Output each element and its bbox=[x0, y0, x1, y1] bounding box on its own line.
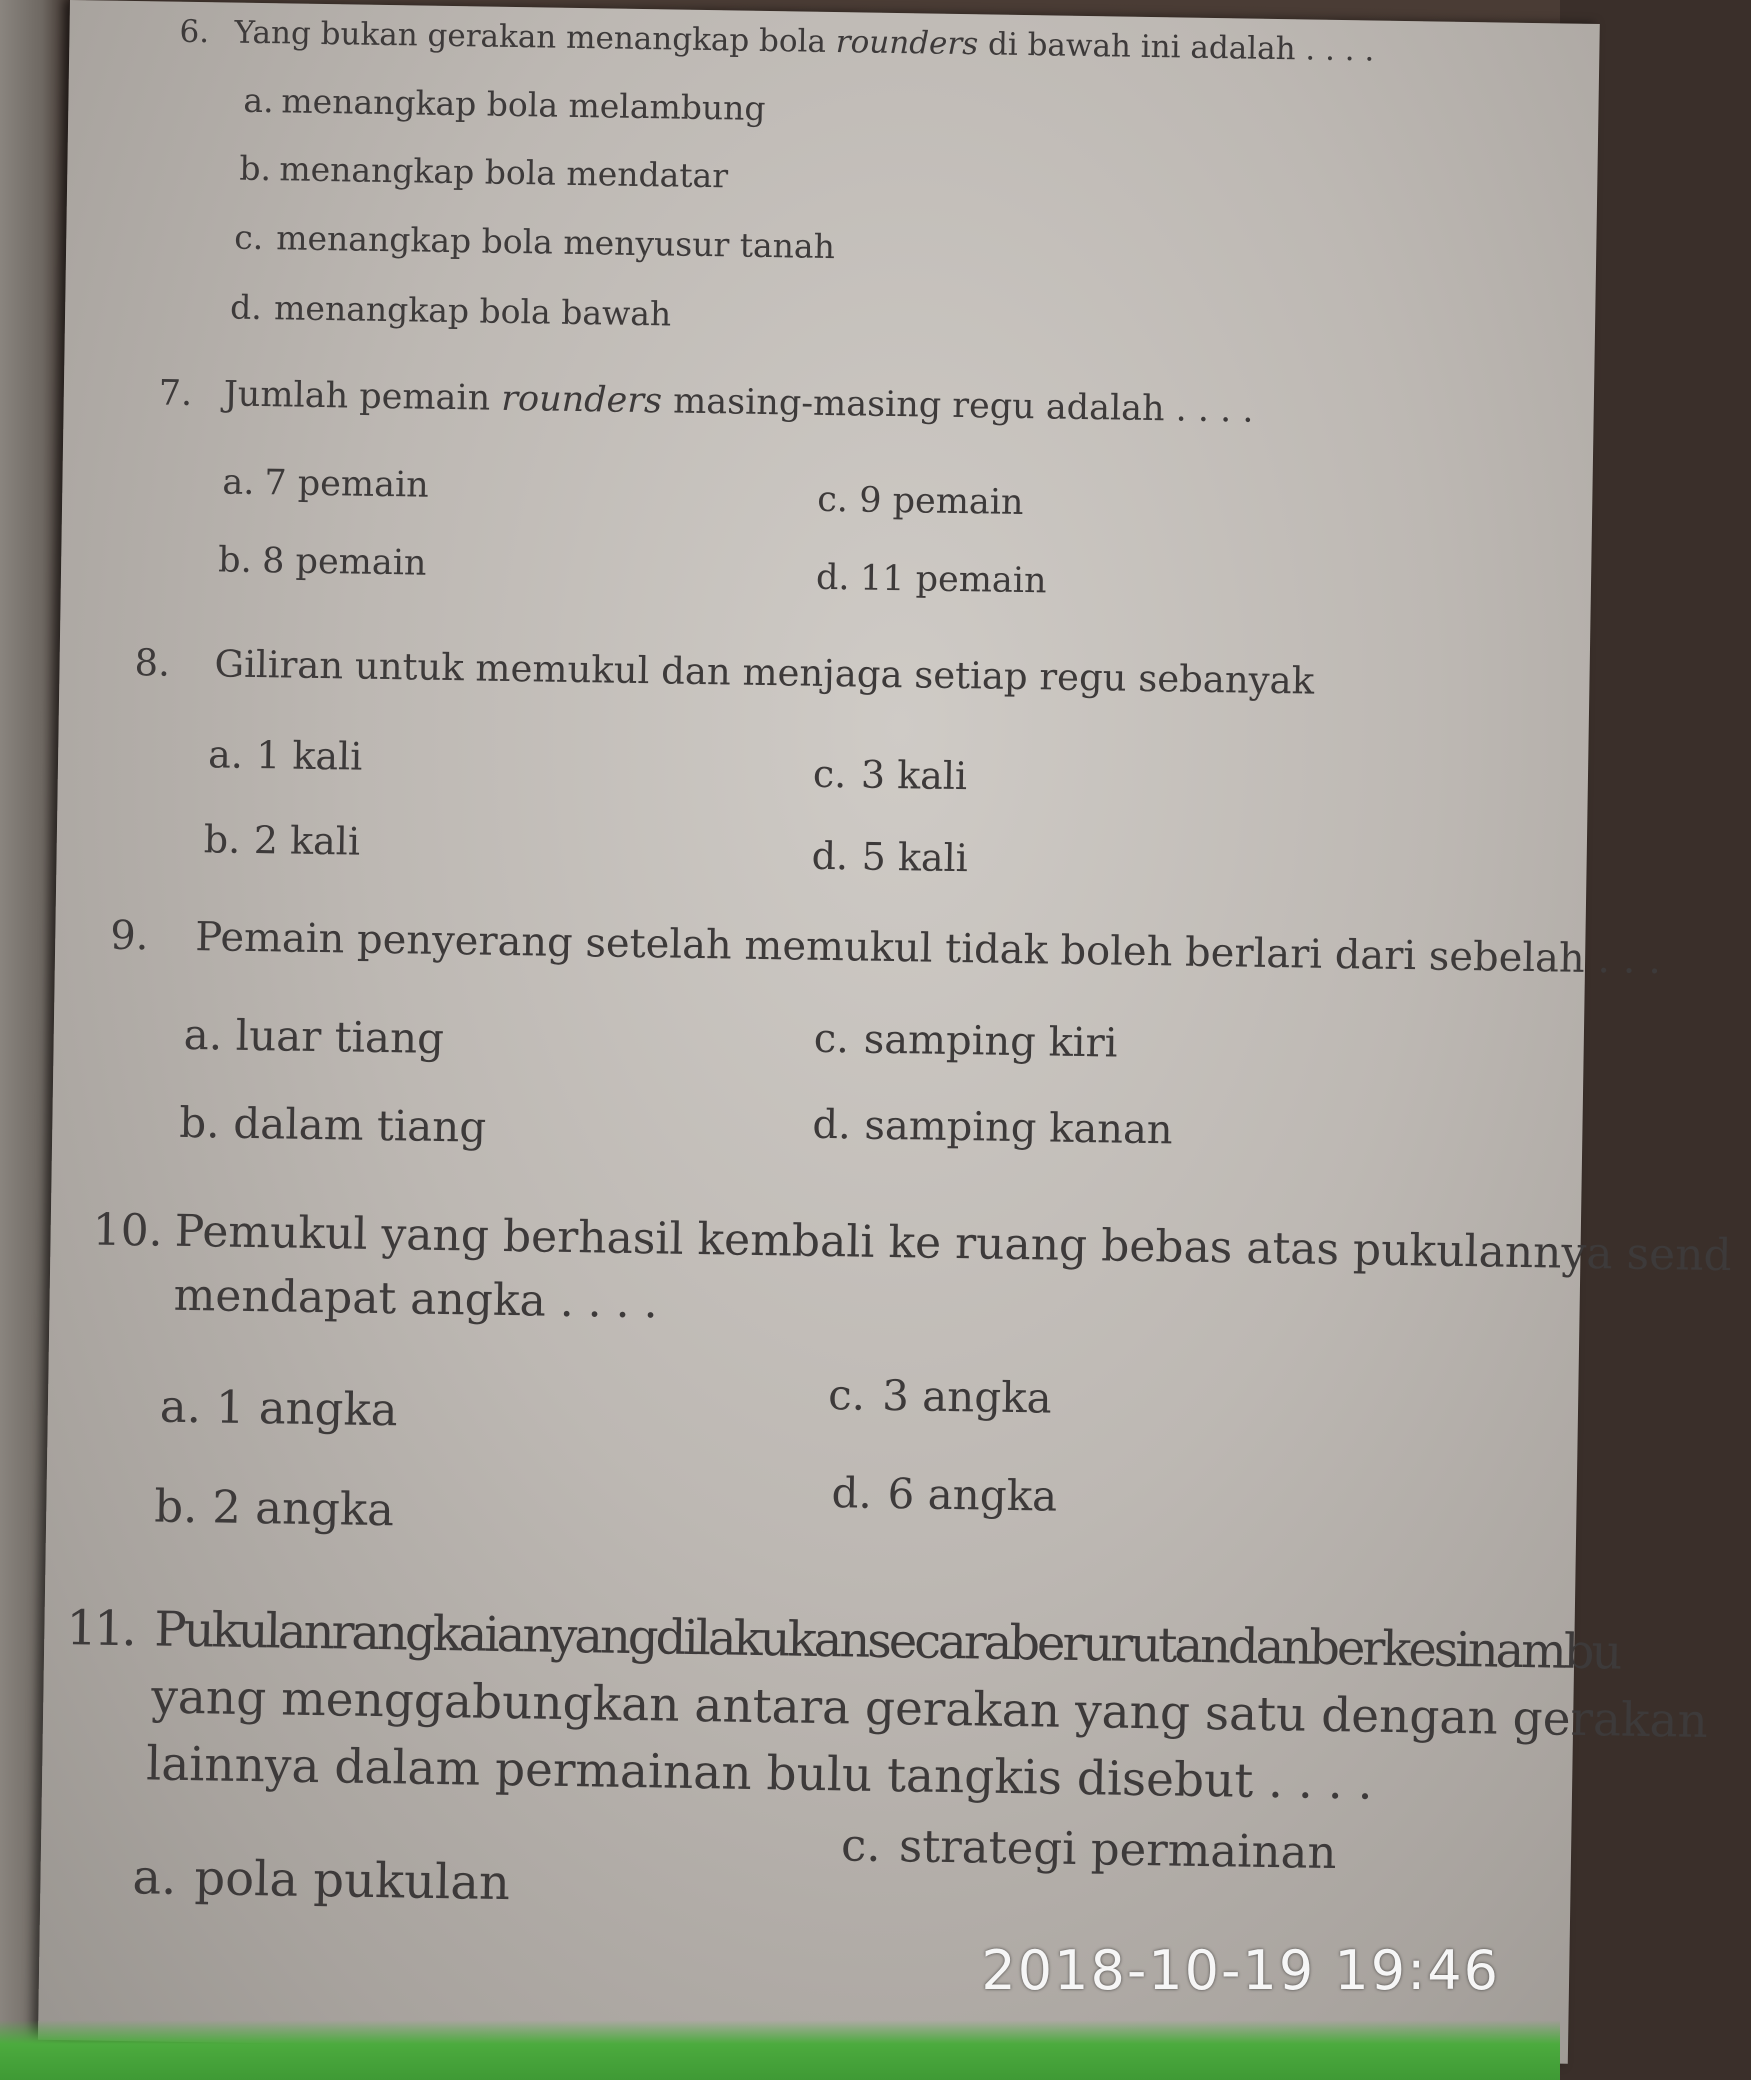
option-11a bbox=[132, 1849, 510, 1911]
option-letter: b. bbox=[203, 817, 241, 862]
question-11-line-3 bbox=[146, 1736, 1373, 1810]
option-10b bbox=[154, 1480, 394, 1537]
option-6a bbox=[243, 81, 766, 128]
question-7 bbox=[159, 373, 1254, 430]
option-text: 3 kali bbox=[860, 752, 968, 799]
option-text: strategi permainan bbox=[898, 1819, 1337, 1880]
option-7d bbox=[816, 558, 1047, 602]
question-text: Pemukul yang berhasil kembali ke ruang bebas atas pukulannya send bbox=[174, 1205, 1733, 1282]
option-letter: a. bbox=[243, 80, 274, 121]
option-text: 6 angka bbox=[887, 1469, 1058, 1521]
option-letter: d. bbox=[812, 1101, 852, 1149]
option-letter: a. bbox=[207, 732, 244, 777]
question-6 bbox=[179, 14, 1374, 69]
question-number: 8. bbox=[134, 641, 171, 685]
question-10 bbox=[92, 1205, 1732, 1282]
camera-timestamp: 2018-10-19 19:46 bbox=[981, 1939, 1500, 2002]
option-letter: b. bbox=[153, 1479, 198, 1534]
question-text: Pemain penyerang setelah memukul tidak boleh berlari dari sebelah . . . bbox=[194, 914, 1662, 984]
option-8d bbox=[811, 834, 968, 880]
option-7b bbox=[218, 540, 427, 583]
question-number: 10. bbox=[92, 1204, 164, 1257]
option-7c bbox=[817, 480, 1024, 523]
option-text: 7 pemain bbox=[264, 463, 430, 506]
option-letter: c. bbox=[233, 217, 264, 258]
option-10c bbox=[828, 1370, 1052, 1423]
option-letter: d. bbox=[229, 287, 263, 328]
option-text: 1 angka bbox=[215, 1380, 398, 1437]
question-9 bbox=[110, 913, 1661, 983]
question-text: yang menggabungkan antara gerakan yang satu dengan gerakan bbox=[150, 1669, 1709, 1749]
option-9b bbox=[179, 1098, 487, 1152]
option-letter: c. bbox=[840, 1818, 882, 1872]
option-9a bbox=[183, 1010, 444, 1063]
option-text: 1 kali bbox=[255, 733, 363, 779]
question-text: Jumlah pemain bbox=[223, 374, 502, 419]
question-text: Giliran untuk memukul dan menjaga setiap regu sebanyak bbox=[214, 642, 1315, 703]
question-8 bbox=[134, 641, 1314, 703]
green-surface-strip bbox=[0, 2020, 1560, 2080]
option-text: 2 kali bbox=[253, 817, 361, 864]
option-letter: d. bbox=[815, 557, 850, 599]
question-text-italic: rounders bbox=[501, 378, 663, 422]
question-text-italic: rounders bbox=[835, 24, 979, 63]
question-text: masing-masing regu adalah . . . . bbox=[661, 381, 1254, 431]
question-text: mendapat angka . . . . bbox=[173, 1269, 659, 1329]
option-8a bbox=[208, 732, 363, 778]
option-11c bbox=[841, 1818, 1337, 1879]
option-10d bbox=[831, 1468, 1057, 1521]
option-text: pola pukulan bbox=[194, 1850, 511, 1912]
book-page bbox=[38, 0, 1733, 2064]
option-text: 5 kali bbox=[861, 834, 969, 881]
question-11 bbox=[66, 1600, 1620, 1680]
option-letter: d. bbox=[811, 833, 849, 879]
option-text: samping kanan bbox=[864, 1102, 1173, 1154]
option-text: dalam tiang bbox=[232, 1098, 487, 1152]
question-number: 11. bbox=[65, 1600, 135, 1658]
question-number: 7. bbox=[158, 373, 193, 414]
option-text: samping kiri bbox=[863, 1016, 1118, 1067]
question-text: lainnya dalam permainan bulu tangkis disebut . . . . bbox=[145, 1736, 1374, 1811]
option-letter: a. bbox=[183, 1009, 223, 1060]
option-letter: a. bbox=[222, 462, 255, 503]
option-7a bbox=[222, 462, 429, 505]
question-text: di bawah ini adalah . . . . bbox=[977, 26, 1375, 69]
option-8b bbox=[203, 817, 360, 863]
option-letter: c. bbox=[827, 1370, 866, 1420]
option-letter: c. bbox=[816, 479, 849, 521]
option-letter: b. bbox=[239, 148, 272, 189]
option-text: menangkap bola menyusur tanah bbox=[275, 218, 836, 267]
option-letter: b. bbox=[217, 540, 253, 581]
option-text: 11 pemain bbox=[859, 558, 1047, 602]
option-text: 9 pemain bbox=[858, 480, 1024, 524]
option-letter: d. bbox=[831, 1468, 873, 1518]
option-letter: a. bbox=[132, 1849, 177, 1906]
option-letter: c. bbox=[812, 751, 847, 797]
option-letter: a. bbox=[159, 1379, 202, 1434]
option-text: luar tiang bbox=[235, 1010, 445, 1063]
option-10a bbox=[160, 1380, 398, 1437]
option-6b bbox=[239, 149, 728, 196]
option-9c bbox=[813, 1016, 1117, 1067]
question-11-line-2 bbox=[151, 1669, 1708, 1748]
option-6c bbox=[234, 218, 835, 266]
option-text: menangkap bola bawah bbox=[273, 288, 672, 334]
question-text: Yang bukan gerakan menangkap bola bbox=[234, 14, 837, 61]
option-text: menangkap bola melambung bbox=[281, 81, 766, 128]
option-text: 3 angka bbox=[881, 1370, 1053, 1423]
option-letter: c. bbox=[813, 1015, 850, 1063]
option-6d bbox=[230, 288, 672, 334]
option-8c bbox=[813, 752, 968, 798]
option-letter: b. bbox=[178, 1097, 221, 1148]
question-text: Pukulanrangkaianyangdilakukansecaraberurutandanberkesinambu bbox=[153, 1601, 1620, 1681]
question-number: 9. bbox=[109, 912, 149, 960]
question-number: 6. bbox=[179, 13, 210, 51]
option-9d bbox=[812, 1102, 1173, 1154]
question-10-line-2 bbox=[173, 1270, 658, 1329]
option-text: 2 angka bbox=[211, 1480, 395, 1537]
option-text: 8 pemain bbox=[261, 541, 427, 584]
option-text: menangkap bola mendatar bbox=[279, 149, 729, 196]
